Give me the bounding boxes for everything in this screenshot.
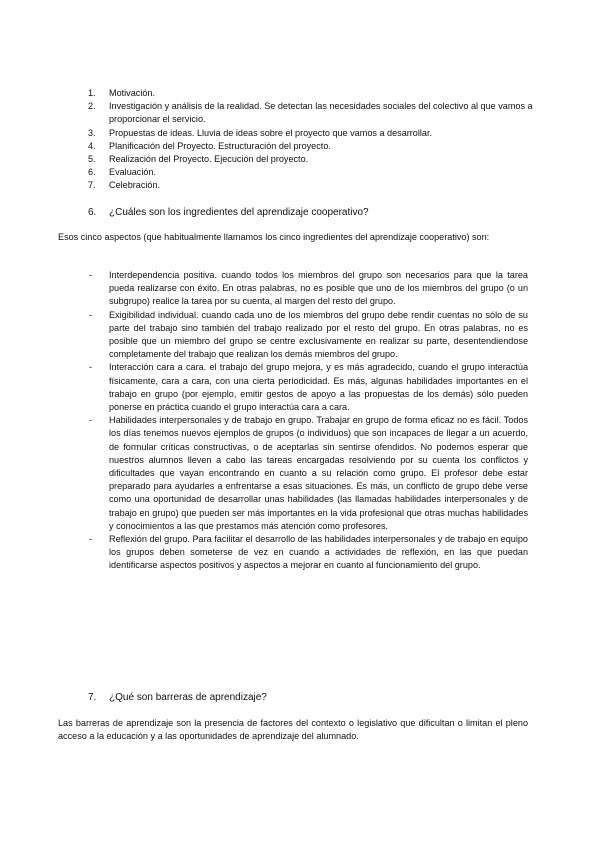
list-number: 7. (88, 180, 96, 191)
list-item (88, 269, 528, 309)
list-item-text: Celebración. (109, 180, 161, 191)
list-item (88, 140, 536, 153)
list-item-text: Interdependencia positiva. cuando todos los miembros del grupo son necesarios para que la tarea pueda realizarse con éxito. En otras palabras, no es posible que uno de los miembros del grupo (o un subgrupo) realice la tarea por su cuenta, al margen del resto del grupo. (109, 270, 528, 307)
bullet-dash: - (89, 362, 93, 373)
list-item-text: Habilidades interpersonales y de trabajo en grupo. Trabajar en grupo de forma eficaz no es fácil. Todos los días tenemos nuevos ejemplos de grupos (o individuos) que son incapaces de llegar a un acuerdo, de formular críticas constructivas, o de aceptarlas sin sentirse ofendidos. No podemos esperar que nuestros alumnos lleven a cabo las tareas encargadas resolviendo por su cuenta los conflictos y dificultades que vayan encontrando en cuanto a su relación como grupo. El profesor debe estar preparado para ayudarles a enfrentarse a esas situaciones. Es más, un conflicto de grupo debe verse como una oportunidad de desarrollar unas habilidades (las llamadas habilidades interpersonales y de trabajo en grupo) que pueden ser más importantes en la vida profesional que otras muchas habilidades y conocimientos a las que prestamos más atención como profesores. (109, 415, 528, 531)
list-item-text: Reflexión del grupo. Para facilitar el desarrollo de las habilidades interpersonales y de trabajo en equipo los grupos deben someterse de vez en cuando a actividades de reflexión, en las que puedan identificarse aspectos positivos y aspectos a mejorar en cuanto al funcionamiento del grupo. (109, 534, 528, 571)
ingredients-intro: Esos cinco aspectos (que habitualmente llamamos los cinco ingredientes del aprendizaje cooperativo) son: (58, 232, 490, 242)
question-6-heading (88, 206, 369, 219)
list-number: 2. (88, 101, 96, 112)
list-item (88, 533, 528, 573)
list-item (88, 127, 536, 140)
question-text: ¿Qué son barreras de aprendizaje? (109, 692, 267, 703)
list-item-text: Exigibilidad individual. cuando cada uno de los miembros del grupo debe rendir cuentas no sólo de su parte del trabajo sino también del trabajo realizado por el resto del grupo. En otras palabras, no es posible que un miembro del grupo se centre exclusivamente en realizar su parte, desentendiendose completamente del trabajo que realizan los demás miembros del grupo. (109, 309, 528, 360)
list-number: 6. (88, 167, 96, 178)
question-number: 7. (88, 692, 97, 703)
list-item (88, 87, 536, 100)
project-steps-list (88, 87, 536, 193)
list-number: 3. (88, 127, 96, 138)
list-item (88, 179, 536, 192)
ingredients-list (88, 269, 528, 573)
list-number: 1. (88, 88, 96, 98)
list-item-text: Propuestas de ideas. Lluvia de ideas sobre el proyecto que vamos a desarrollar. (109, 127, 433, 138)
list-item (88, 153, 536, 166)
list-number: 4. (88, 140, 96, 151)
list-item-text: Motivación. (109, 88, 155, 98)
list-item-text: Realización del Proyecto. Ejecución del proyecto. (109, 154, 309, 165)
list-item (88, 100, 536, 126)
list-item (88, 166, 536, 179)
bullet-dash: - (89, 415, 93, 426)
list-item-text: Investigación y análisis de la realidad. Se detectan las necesidades sociales del colectivo al que vamos a proporcionar el servicio. (109, 101, 533, 125)
list-item (88, 361, 528, 414)
list-item (88, 414, 528, 533)
bullet-dash: - (89, 270, 93, 280)
list-item-text: Evaluación. (109, 167, 157, 178)
question-number: 6. (88, 207, 97, 218)
barriers-answer: Las barreras de aprendizaje son la presencia de factores del contexto o legislativo que dificultan o limitan el pleno acceso a la educación y a las oportunidades de aprendizaje del alumnado. (58, 718, 528, 742)
list-item (88, 309, 528, 362)
list-item-text: Planificación del Proyecto. Estructuración del proyecto. (109, 140, 331, 151)
question-7-heading (88, 691, 267, 704)
question-text: ¿Cuáles son los ingredientes del aprendizaje cooperativo? (109, 207, 369, 218)
bullet-dash: - (89, 309, 93, 320)
bullet-dash: - (89, 534, 93, 545)
list-number: 5. (88, 154, 96, 165)
list-item-text: Interacción cara a cara. el trabajo del grupo mejora, y es más agradecido, cuando el grupo interactúa físicamente, cara a cara, con una cierta periodicidad. Es más, algunas habilidades importantes en el trabajo en grupo (por ejemplo, emitir gestos de apoyo a las propuestas de los demás) sólo pueden ponerse en práctica cuando el grupo interactúa cara a cara. (109, 362, 528, 413)
